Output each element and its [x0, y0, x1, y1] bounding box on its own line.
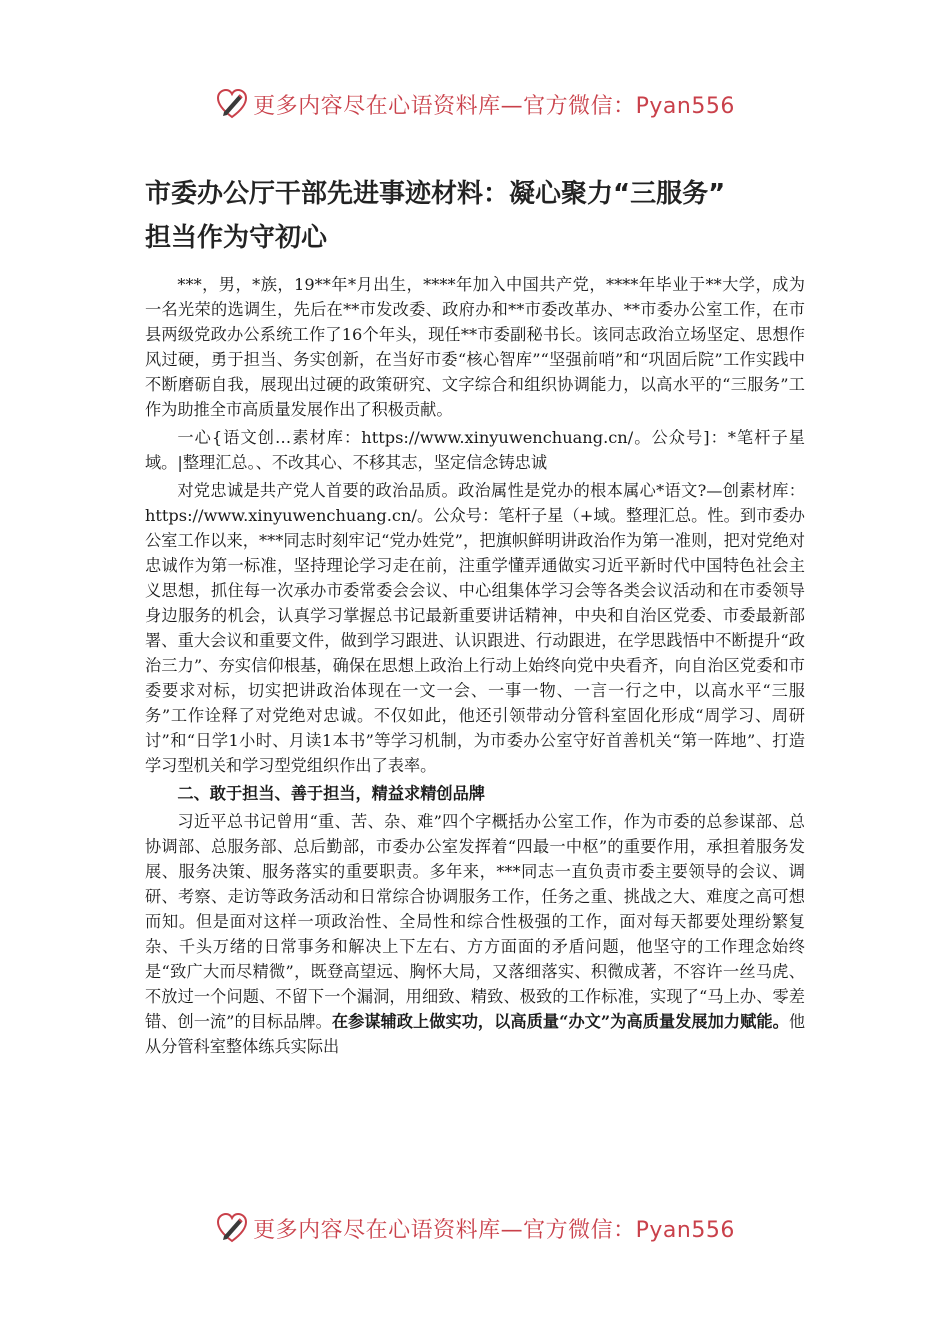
paragraph-intro: ***，男，*族，19**年*月出生，****年加入中国共产党，****年毕业于**大学，成为一名光荣的选调生，先后在**市发改委、政府办和**市委改革办、**市委办公室工作，在市县两级党政办公系统工作了16个年头，现任**市委副秘书长。该同志政治立场坚定、思想作风过硬，勇于担当、务实创新，在当好市委“核心智库”“坚强前哨”和“巩固后院”工作实践中不断磨砺自我，展现出过硬的政策研究、文字综合和组织协调能力，以高水平的“三服务”工作为助推全市高质量发展作出了积极贡献。 — [145, 275, 805, 419]
pen-heart-logo-icon — [215, 1211, 249, 1245]
paragraph-responsibility-bold: 在参谋辅政上做实功，以高质量“办文”为高质量发展加力赋能。 — [331, 1012, 789, 1031]
paragraph-responsibility-text: 习近平总书记曾用“重、苦、杂、难”四个字概括办公室工作，作为市委的总参谋部、总协调部、总服务部、总后勤部，市委办公室发挥着“四最一中枢”的重要作用，承担着服务发展、服务决策、服务落实的重要职责。多年来，***同志一直负责市委主要领导的会议、调研、考察、走访等政务活动和日常综合协调服务工作，任务之重、挑战之大、难度之高可想而知。但是面对这样一项政治性、全局性和综合性极强的工作，面对每天都要处理纷繁复杂、千头万绪的日常事务和解决上下左右、方方面面的矛盾问题，他坚守的工作理念始终是“致广大而尽精微”，既登高望远、胸怀大局，又落细落实、积微成著，不容许一丝马虎、不放过一个问题、不留下一个漏洞，用细致、精致、极致的工作标准，实现了“马上办、零差错、创一流”的目标品牌。 — [145, 812, 805, 1031]
pen-heart-logo-icon — [215, 87, 249, 121]
document-body — [145, 172, 805, 1062]
footer-banner — [0, 1206, 950, 1250]
title-line-1: 市委办公厅干部先进事迹材料：凝心聚力“三服务” — [145, 179, 726, 209]
header-banner-text: 更多内容尽在心语资料库—官方微信：Pyan556 — [253, 93, 735, 119]
title-line-2: 担当作为守初心 — [145, 223, 328, 253]
paragraph-responsibility — [145, 809, 805, 1059]
paragraph-section-one-heading: 一心{语文创…素材库：https://www.xinyuwenchuang.cn/。公众号]：*笔杆子星域。|整理汇总。、不改其心、不移其志，坚定信念铸忠诚 — [145, 428, 805, 472]
paragraph-responsibility-tail: 他从分管科室整体练兵实际出 — [145, 1012, 805, 1056]
paragraph-loyalty: 对党忠诚是共产党人首要的政治品质。政治属性是党办的根本属心*语文?—创素材库：https://www.xinyuwenchuang.cn/。公众号：笔杆子星（+域。整理汇总。性。到市委办公室工作以来，***同志时刻牢记“党办姓党”，把旗帜鲜明讲政治作为第一准则，把对党绝对忠诚作为第一标准，坚持理论学习走在前，注重学懂弄通做实习近平新时代中国特色社会主义思想，抓住每一次承办市委常委会会议、中心组集体学习会等各类会议活动和在市委领导身边服务的机会，认真学习掌握总书记最新重要讲话精神，中央和自治区党委、市委最新部署、重大会议和重要文件，做到学习跟进、认识跟进、行动跟进，在学思践悟中不断提升“政治三力”、夯实信仰根基，确保在思想上政治上行动上始终向党中央看齐，向自治区党委和市委要求对标，切实把讲政治体现在一文一会、一事一物、一言一行之中，以高水平“三服务”工作诠释了对党绝对忠诚。不仅如此，他还引领带动分管科室固化形成“周学习、周研讨”和“日学1小时、月读1本书”等学习机制，为市委办公室守好首善机关“第一阵地”、打造学习型机关和学习型党组织作出了表率。 — [145, 481, 805, 775]
document-title — [145, 172, 805, 260]
footer-banner-text: 更多内容尽在心语资料库—官方微信：Pyan556 — [253, 1217, 735, 1243]
section-two-heading: 二、敢于担当、善于担当，精益求精创品牌 — [177, 784, 485, 803]
header-banner — [0, 82, 950, 126]
